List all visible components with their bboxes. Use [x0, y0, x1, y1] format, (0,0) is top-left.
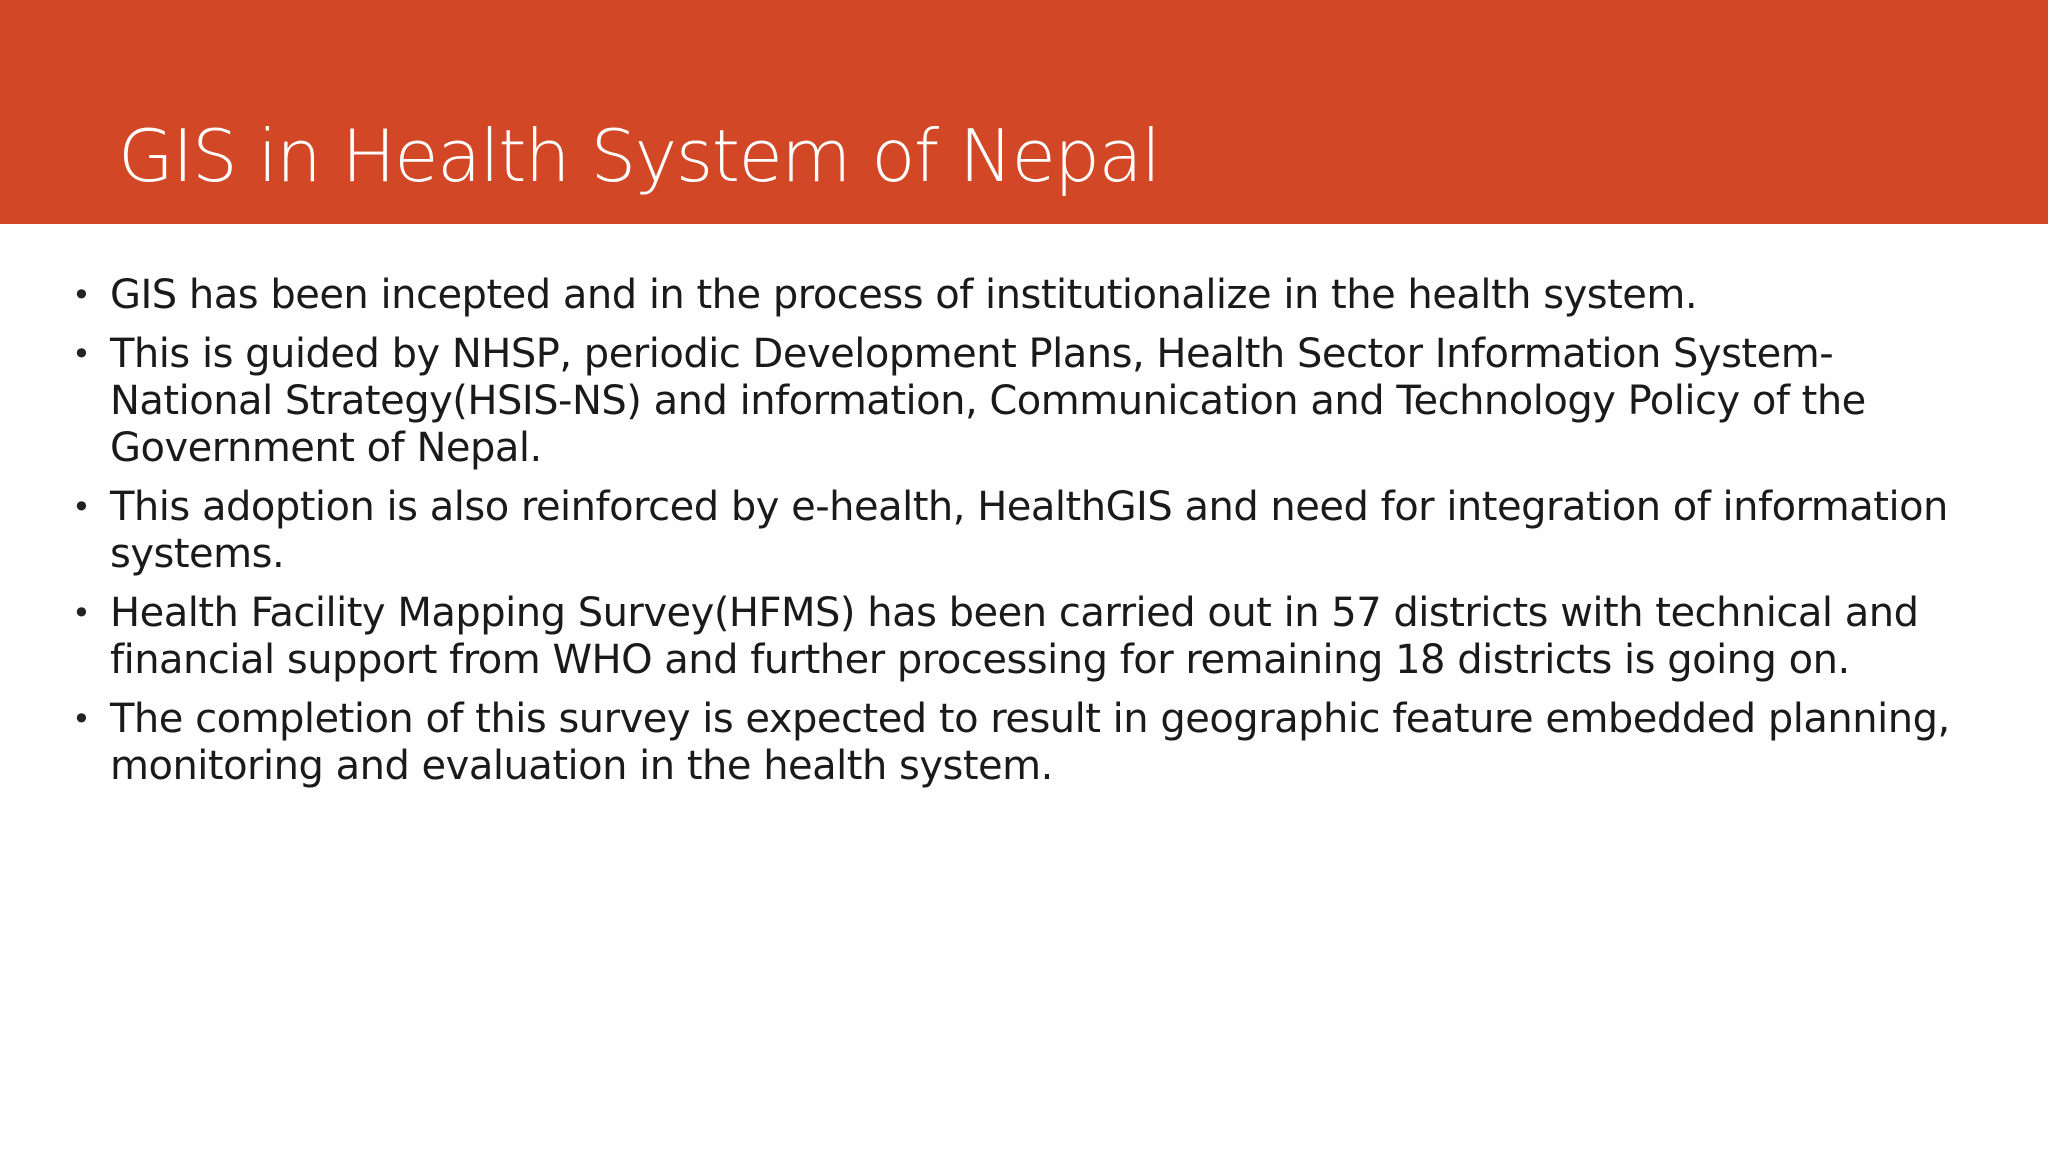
bullet-item [70, 696, 1950, 790]
bullet-text: Health Facility Mapping Survey(HFMS) has been carried out in 57 districts with technical and financial support from WHO and further processing for remaining 18 districts is going on. [110, 590, 1919, 683]
bullet-text: The completion of this survey is expected to result in geographic feature embedded planning, monitoring and evaluation in the health system. [110, 696, 1950, 789]
bullet-dot-icon: • [72, 488, 91, 526]
bullet-dot-icon: • [72, 594, 91, 632]
bullet-item [70, 590, 1950, 684]
bullet-dot-icon: • [72, 700, 91, 738]
bullet-dot-icon: • [72, 335, 91, 373]
bullet-list [70, 272, 1950, 802]
bullet-text: This adoption is also reinforced by e-health, HealthGIS and need for integration of information systems. [110, 484, 1948, 577]
bullet-item [70, 272, 1950, 319]
bullet-dot-icon: • [72, 276, 91, 314]
bullet-item [70, 331, 1950, 472]
slide-title: GIS in Health System of Nepal [118, 114, 1160, 198]
title-banner [0, 0, 2048, 224]
bullet-text: GIS has been incepted and in the process of institutionalize in the health system. [110, 272, 1698, 318]
bullet-item [70, 484, 1950, 578]
bullet-text: This is guided by NHSP, periodic Development Plans, Health Sector Information System-National Strategy(HSIS-NS) and information, Communication and Technology Policy of the Government of Nepal. [110, 331, 1866, 471]
